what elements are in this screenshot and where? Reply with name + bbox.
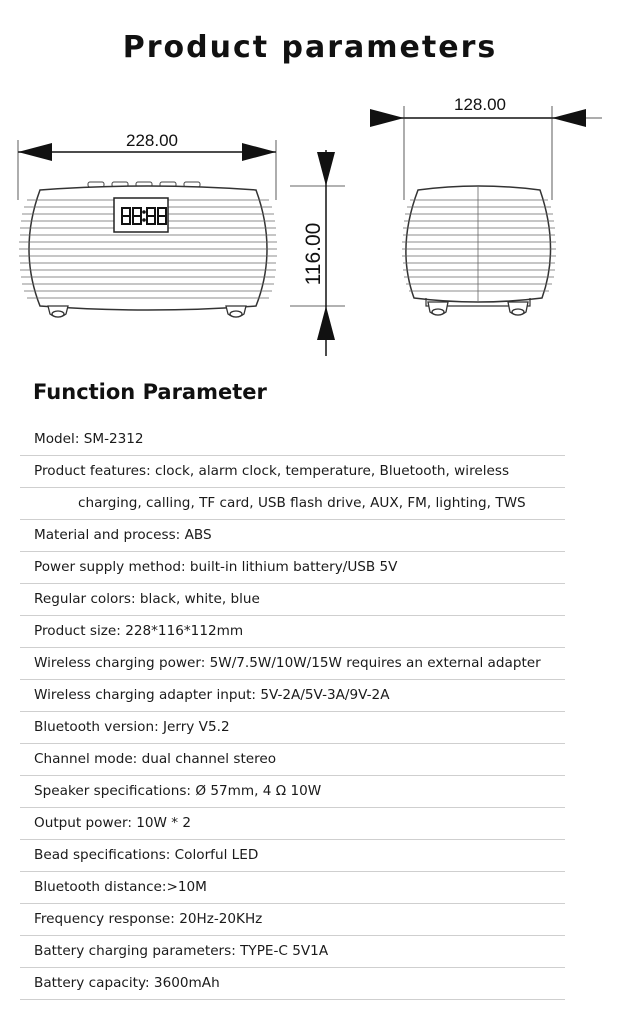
- param-text: Wireless charging adapter input: 5V-2A/5V-3A/9V-2A: [34, 687, 390, 703]
- param-text: Product size: 228*116*112mm: [34, 623, 244, 639]
- param-text: Frequency response: 20Hz-20KHz: [34, 911, 263, 927]
- param-text: Battery charging parameters: TYPE-C 5V1A: [34, 943, 329, 959]
- product-dimension-drawings: [0, 85, 620, 375]
- parameter-table: [20, 424, 565, 1000]
- param-text: Bead specifications: Colorful LED: [34, 847, 259, 863]
- param-text: Bluetooth distance:>10M: [34, 879, 207, 895]
- param-row-adapter-input: [20, 680, 565, 712]
- param-row-bluetooth-distance: [20, 872, 565, 904]
- function-parameter-heading: Function Parameter: [33, 380, 267, 404]
- param-row-model: [20, 424, 565, 456]
- side-feet-icon: [428, 302, 528, 315]
- param-text: Bluetooth version: Jerry V5.2: [34, 719, 230, 735]
- param-text: Channel mode: dual channel stereo: [34, 751, 277, 767]
- param-row-power-supply: [20, 552, 565, 584]
- param-text: Battery capacity: 3600mAh: [34, 975, 220, 991]
- param-text: Wireless charging power: 5W/7.5W/10W/15W requires an external adapter: [34, 655, 541, 671]
- param-text: Material and process: ABS: [34, 527, 212, 543]
- param-text: Model: SM-2312: [34, 431, 144, 447]
- param-row-frequency-response: [20, 904, 565, 936]
- param-row-output-power: [20, 808, 565, 840]
- width-dimension-label: 228.00: [126, 131, 178, 150]
- param-text: Regular colors: black, white, blue: [34, 591, 260, 607]
- param-row-colors: [20, 584, 565, 616]
- param-row-channel-mode: [20, 744, 565, 776]
- param-row-bluetooth-version: [20, 712, 565, 744]
- param-text: Speaker specifications: Ø 57mm, 4 Ω 10W: [34, 783, 322, 799]
- front-view-drawing: [18, 131, 345, 356]
- param-row-bead-spec: [20, 840, 565, 872]
- param-text-continued: charging, calling, TF card, USB flash drive, AUX, FM, lighting, TWS: [20, 487, 565, 519]
- side-view-drawing: [370, 95, 602, 315]
- param-row-battery-capacity: [20, 968, 565, 1000]
- param-text: Power supply method: built-in lithium battery/USB 5V: [34, 559, 398, 575]
- page-title: Product parameters: [122, 30, 498, 65]
- param-row-battery-charging: [20, 936, 565, 968]
- param-row-wireless-power: [20, 648, 565, 680]
- param-row-features: [20, 456, 565, 520]
- param-row-material: [20, 520, 565, 552]
- param-row-size: [20, 616, 565, 648]
- depth-dimension-label: 128.00: [454, 95, 506, 114]
- param-text: Product features: clock, alarm clock, temperature, Bluetooth, wireless: [34, 463, 510, 479]
- param-text: Output power: 10W * 2: [34, 815, 192, 831]
- height-dimension-label: 116.00: [302, 222, 325, 286]
- param-row-speaker-spec: [20, 776, 565, 808]
